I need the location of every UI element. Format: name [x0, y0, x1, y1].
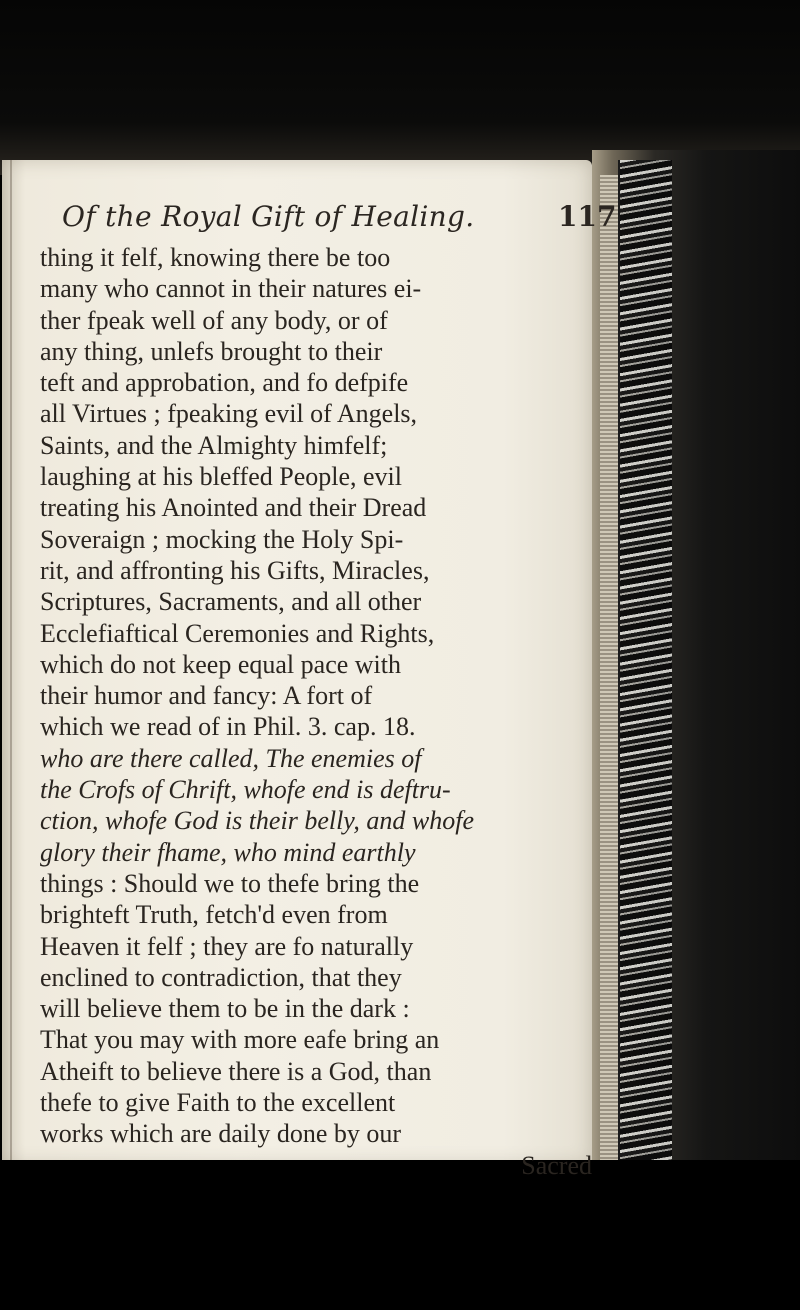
text-line: things : Should we to thefe bring the — [40, 868, 420, 898]
text-line: glory their fhame, who mind earthly — [40, 837, 416, 867]
text-line: Ecclefiaftical Ceremonies and Rights, — [40, 618, 435, 648]
text-line: their humor and fancy: A fort of — [40, 681, 373, 711]
text-line: who are there called, The enemies of — [40, 743, 422, 773]
text-line: thefe to give Faith to the excellent — [40, 1088, 396, 1118]
text-line: many who cannot in their natures ei- — [40, 274, 422, 304]
text-line: That you may with more eafe bring an — [40, 1025, 440, 1055]
text-line: Saints, and the Almighty himfelf; — [40, 430, 388, 460]
background-shadow — [0, 1160, 800, 1310]
text-line: will believe them to be in the dark : — [40, 994, 410, 1024]
text-line: thing it felf, knowing there be too — [40, 243, 391, 272]
text-line: Atheift to believe there is a God, than — [40, 1056, 432, 1086]
page-edges — [600, 175, 618, 1160]
body-text — [40, 242, 600, 1181]
page-header — [38, 200, 617, 242]
text-line: the Crofs of Chrift, whofe end is deftru- — [40, 775, 451, 805]
text-line: ther fpeak well of any body, or of — [40, 305, 388, 335]
text-line: rit, and affronting his Gifts, Miracles, — [40, 555, 430, 585]
text-line: teft and approbation, and fo defpife — [40, 368, 409, 398]
text-line: Soveraign ; mocking the Holy Spi- — [40, 524, 404, 554]
text-line: all Virtues ; fpeaking evil of Angels, — [40, 399, 418, 429]
running-head: Of the Royal Gift of Healing. — [62, 200, 475, 233]
book-top-edge — [0, 0, 800, 175]
text-line: any thing, unlefs brought to their — [40, 336, 383, 366]
marbled-fore-edge — [618, 160, 672, 1160]
text-line: laughing at his bleffed People, evil — [40, 462, 402, 492]
catchword: Sacred — [521, 1150, 592, 1180]
text-line: brighteft Truth, fetch'd even from — [40, 900, 388, 930]
text-line: which we read of in Phil. 3. cap. 18. — [40, 712, 416, 742]
text-line: works which are daily done by our — [40, 1119, 402, 1149]
text-line: Heaven it felf ; they are fo naturally — [40, 931, 414, 961]
page-number: 117 — [558, 200, 617, 233]
text-line: which do not keep equal pace with — [40, 649, 401, 679]
text-line: Scriptures, Sacraments, and all other — [40, 587, 422, 617]
text-line: treating his Anointed and their Dread — [40, 493, 427, 523]
text-line: ction, whofe God is their belly, and whofe — [40, 806, 475, 836]
text-line: enclined to contradiction, that they — [40, 962, 402, 992]
